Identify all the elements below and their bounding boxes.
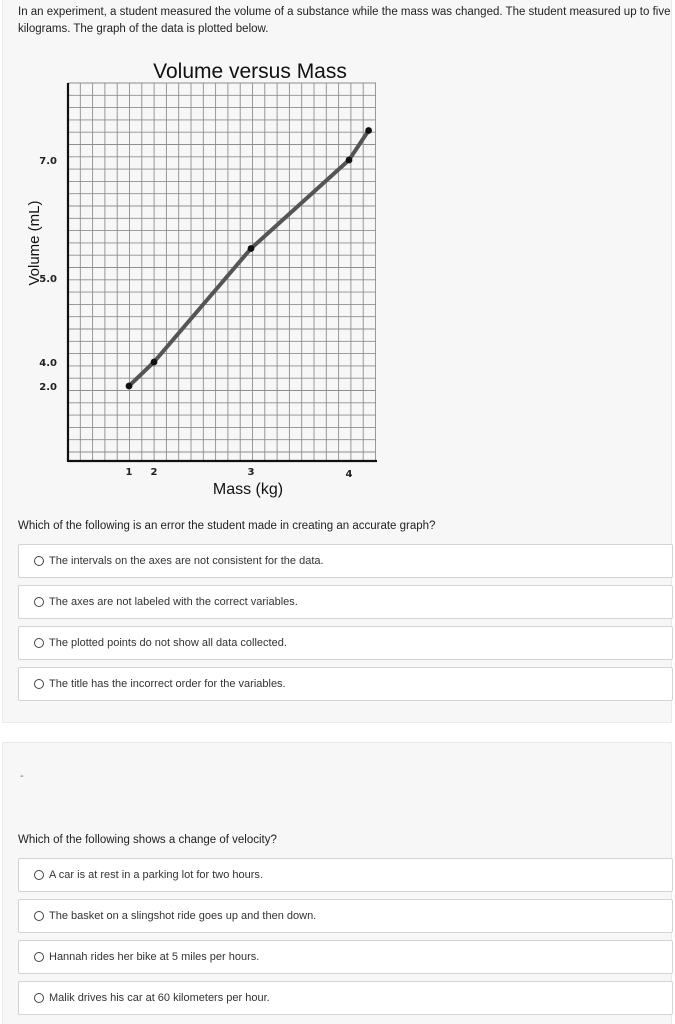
option-label: The intervals on the axes are not consistent for the data. bbox=[49, 555, 324, 567]
question-1-intro: In an experiment, a student measured the volume of a substance while the mass was changed. The student measured up to five kilograms. The graph of the data is plotted below. bbox=[18, 6, 671, 35]
radio-button[interactable] bbox=[34, 952, 44, 962]
data-point bbox=[248, 245, 255, 252]
radio-button[interactable] bbox=[34, 679, 44, 689]
option-label: The basket on a slingshot ride goes up and then down. bbox=[49, 910, 317, 922]
q2-option-a[interactable] bbox=[18, 858, 673, 892]
q2-option-d[interactable] bbox=[18, 981, 673, 1015]
data-point bbox=[151, 359, 158, 366]
question-2-prompt: Which of the following shows a change of velocity? bbox=[18, 834, 277, 846]
option-label: A car is at rest in a parking lot for two hours. bbox=[49, 869, 263, 881]
x-tick-label: 3 bbox=[247, 467, 255, 478]
q1-option-d[interactable] bbox=[18, 667, 673, 701]
radio-button[interactable] bbox=[34, 597, 44, 607]
x-axis-label: Mass (kg) bbox=[212, 481, 284, 498]
data-point bbox=[126, 383, 133, 390]
separator-dash: - bbox=[20, 770, 24, 782]
radio-button[interactable] bbox=[34, 638, 44, 648]
y-axis-label: Volume (mL) bbox=[26, 200, 43, 286]
x-tick-label: 1 bbox=[125, 467, 133, 478]
radio-button[interactable] bbox=[34, 911, 44, 921]
y-tick-label: 7.0 bbox=[39, 156, 57, 167]
y-tick-label: 5.0 bbox=[39, 274, 57, 285]
q1-option-c[interactable] bbox=[18, 626, 673, 660]
data-point bbox=[346, 157, 353, 164]
option-label: The axes are not labeled with the correct variables. bbox=[49, 596, 298, 608]
chart-grid bbox=[68, 83, 376, 460]
y-tick-label: 4.0 bbox=[39, 358, 57, 369]
x-tick-label: 4 bbox=[345, 469, 353, 480]
option-label: The plotted points do not show all data collected. bbox=[49, 637, 287, 649]
q2-option-b[interactable] bbox=[18, 899, 673, 933]
option-label: Hannah rides her bike at 5 miles per hours. bbox=[49, 951, 260, 963]
radio-button[interactable] bbox=[34, 556, 44, 566]
y-tick-label: 2.0 bbox=[39, 382, 57, 393]
q2-option-c[interactable] bbox=[18, 940, 673, 974]
radio-button[interactable] bbox=[34, 993, 44, 1003]
radio-button[interactable] bbox=[34, 870, 44, 880]
q1-option-a[interactable] bbox=[18, 544, 673, 578]
volume-mass-graph bbox=[0, 50, 420, 505]
chart-title: Volume versus Mass bbox=[153, 60, 347, 83]
x-tick-label: 2 bbox=[150, 467, 158, 478]
question-1-prompt: Which of the following is an error the student made in creating an accurate graph? bbox=[18, 520, 436, 532]
option-label: Malik drives his car at 60 kilometers per hour. bbox=[49, 992, 270, 1004]
q1-option-b[interactable] bbox=[18, 585, 673, 619]
data-point bbox=[365, 127, 372, 134]
option-label: The title has the incorrect order for the variables. bbox=[49, 678, 286, 690]
